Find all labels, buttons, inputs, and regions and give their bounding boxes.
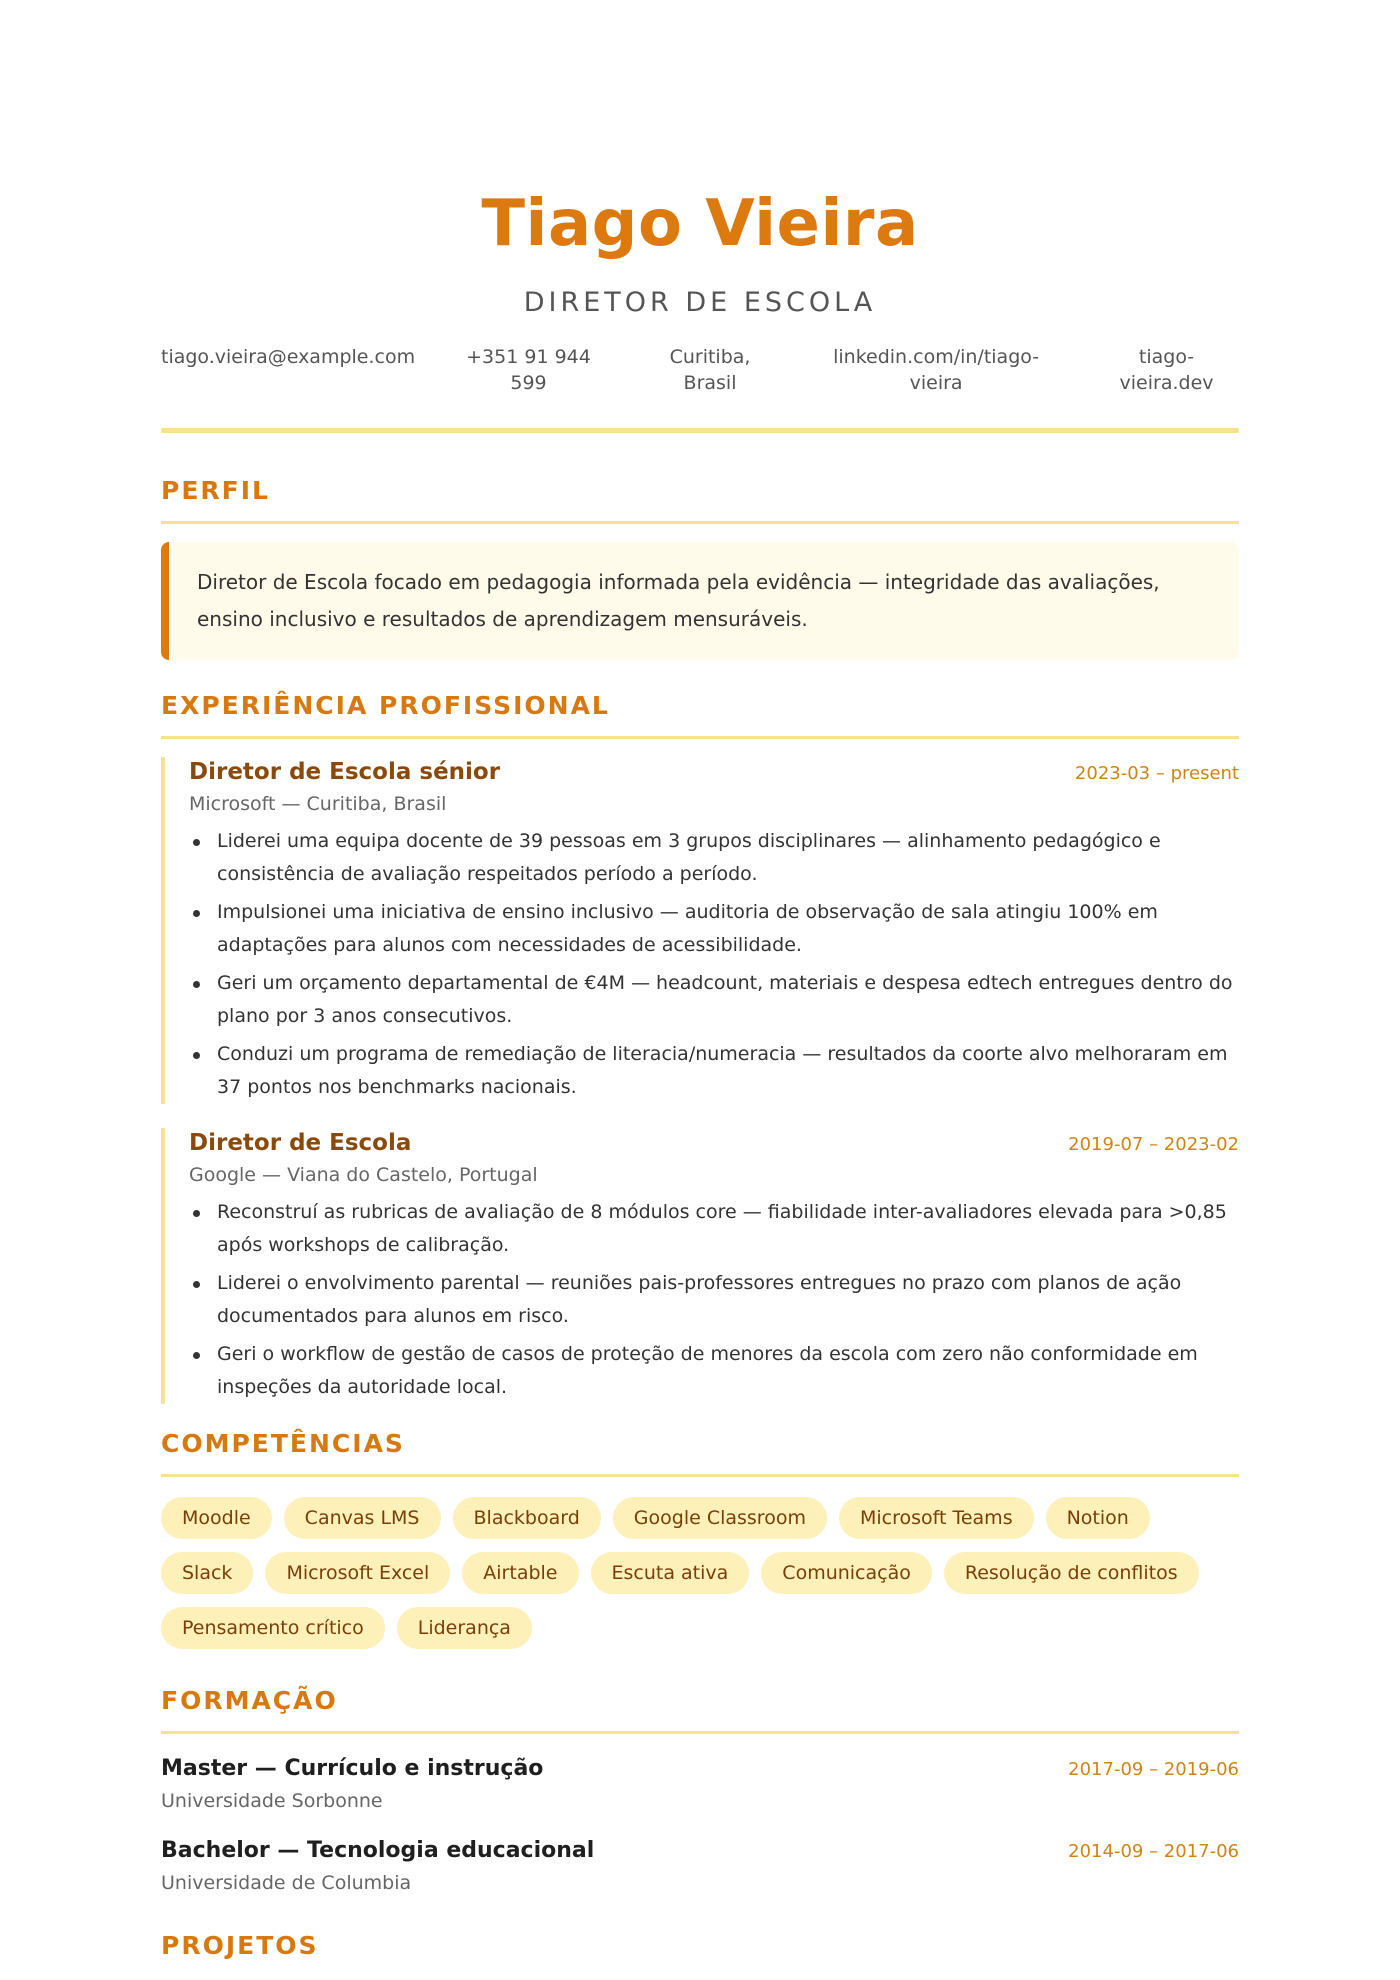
section-heading: COMPETÊNCIAS <box>161 1429 405 1458</box>
job-bullet: Conduzi um programa de remediação de literacia/numeracia — resultados da coorte alvo melhoraram em 37 pontos nos benchmarks nacionais. <box>189 1038 1239 1104</box>
job-bullet: Geri o workflow de gestão de casos de proteção de menores da escola com zero não conformidade em inspeções da autoridade local. <box>189 1338 1239 1404</box>
candidate-name: Tiago Vieira <box>481 187 919 261</box>
education-section <box>161 1685 1239 1896</box>
job-bullet: Impulsionei uma iniciativa de ensino inclusivo — auditoria de observação de sala atingiu 100% em adaptações para alunos com necessidades de acessibilidade. <box>189 896 1239 962</box>
skill-chip: Canvas LMS <box>284 1497 441 1539</box>
skill-chip: Pensamento crítico <box>161 1607 385 1649</box>
experience-section <box>161 690 1239 1404</box>
job-entry <box>161 1128 1239 1404</box>
resume-header <box>161 0 1239 433</box>
skill-chip: Comunicação <box>761 1552 932 1594</box>
degree-dates: 2017-09 – 2019-06 <box>1068 1759 1239 1780</box>
section-heading: EXPERIÊNCIA PROFISSIONAL <box>161 691 610 720</box>
job-title: Diretor de Escola sénior <box>189 759 501 785</box>
contact-location: Curitiba, Brasil <box>669 346 751 394</box>
section-divider <box>161 1731 1239 1734</box>
job-bullet: Liderei o envolvimento parental — reuniões pais-professores entregues no prazo com planos de ação documentados para alunos em risco. <box>189 1267 1239 1333</box>
contact-linkedin: linkedin.com/in/tiago-vieira <box>833 346 1040 394</box>
job-bullet: Geri um orçamento departamental de €4M — headcount, materiais e despesa edtech entregues dentro do plano por 3 anos consecutivos. <box>189 967 1239 1033</box>
job-dates: 2023-03 – present <box>1074 763 1239 784</box>
skill-chip: Notion <box>1046 1497 1150 1539</box>
skill-chip: Microsoft Teams <box>839 1497 1034 1539</box>
header-divider <box>161 428 1239 433</box>
degree-entry <box>161 1754 1239 1814</box>
skill-chip: Airtable <box>462 1552 578 1594</box>
projects-section <box>161 1930 1239 1962</box>
skill-chip: Google Classroom <box>613 1497 827 1539</box>
section-heading: FORMAÇÃO <box>161 1686 338 1715</box>
job-bullets <box>189 825 1239 1104</box>
contact-phone: +351 91 944 599 <box>466 346 591 394</box>
section-divider <box>161 521 1239 524</box>
contact-website: tiago-vieira.dev <box>1119 346 1214 394</box>
section-heading: PROJETOS <box>161 1931 319 1960</box>
degree-school: Universidade Sorbonne <box>161 1790 383 1812</box>
job-bullet: Reconstruí as rubricas de avaliação de 8 módulos core — fiabilidade inter-avaliadores elevada para >0,85 após workshops de calibração. <box>189 1196 1239 1262</box>
degree-title: Master — Currículo e instrução <box>161 1756 544 1781</box>
skill-chip: Moodle <box>161 1497 272 1539</box>
job-organization: Microsoft — Curitiba, Brasil <box>189 793 447 815</box>
skills-section <box>161 1428 1239 1649</box>
profile-section <box>161 475 1239 660</box>
skill-chip: Blackboard <box>453 1497 601 1539</box>
candidate-title: DIRETOR DE ESCOLA <box>523 287 877 318</box>
skill-chip: Resolução de conflitos <box>944 1552 1199 1594</box>
section-divider <box>161 736 1239 739</box>
skill-chip: Microsoft Excel <box>265 1552 450 1594</box>
skill-chip: Liderança <box>397 1607 532 1649</box>
profile-summary: Diretor de Escola focado em pedagogia informada pela evidência — integridade das avaliações, ensino inclusivo e resultados de aprendizagem mensuráveis. <box>161 542 1239 660</box>
section-heading: PERFIL <box>161 476 270 505</box>
job-bullet: Liderei uma equipa docente de 39 pessoas em 3 grupos disciplinares — alinhamento pedagógico e consistência de avaliação respeitados período a período. <box>189 825 1239 891</box>
degree-school: Universidade de Columbia <box>161 1872 412 1894</box>
degree-entry <box>161 1836 1239 1896</box>
job-dates: 2019-07 – 2023-02 <box>1068 1134 1239 1155</box>
degree-title: Bachelor — Tecnologia educacional <box>161 1838 595 1863</box>
contact-email: tiago.vieira@example.com <box>161 346 416 368</box>
job-bullets <box>189 1196 1239 1404</box>
job-title: Diretor de Escola <box>189 1130 412 1156</box>
skill-chip: Escuta ativa <box>591 1552 750 1594</box>
skill-chip: Slack <box>161 1552 253 1594</box>
skill-chips <box>161 1497 1239 1649</box>
job-entry <box>161 757 1239 1104</box>
contact-row <box>161 344 1239 396</box>
degree-dates: 2014-09 – 2017-06 <box>1068 1841 1239 1862</box>
section-divider <box>161 1474 1239 1477</box>
job-organization: Google — Viana do Castelo, Portugal <box>189 1164 538 1186</box>
